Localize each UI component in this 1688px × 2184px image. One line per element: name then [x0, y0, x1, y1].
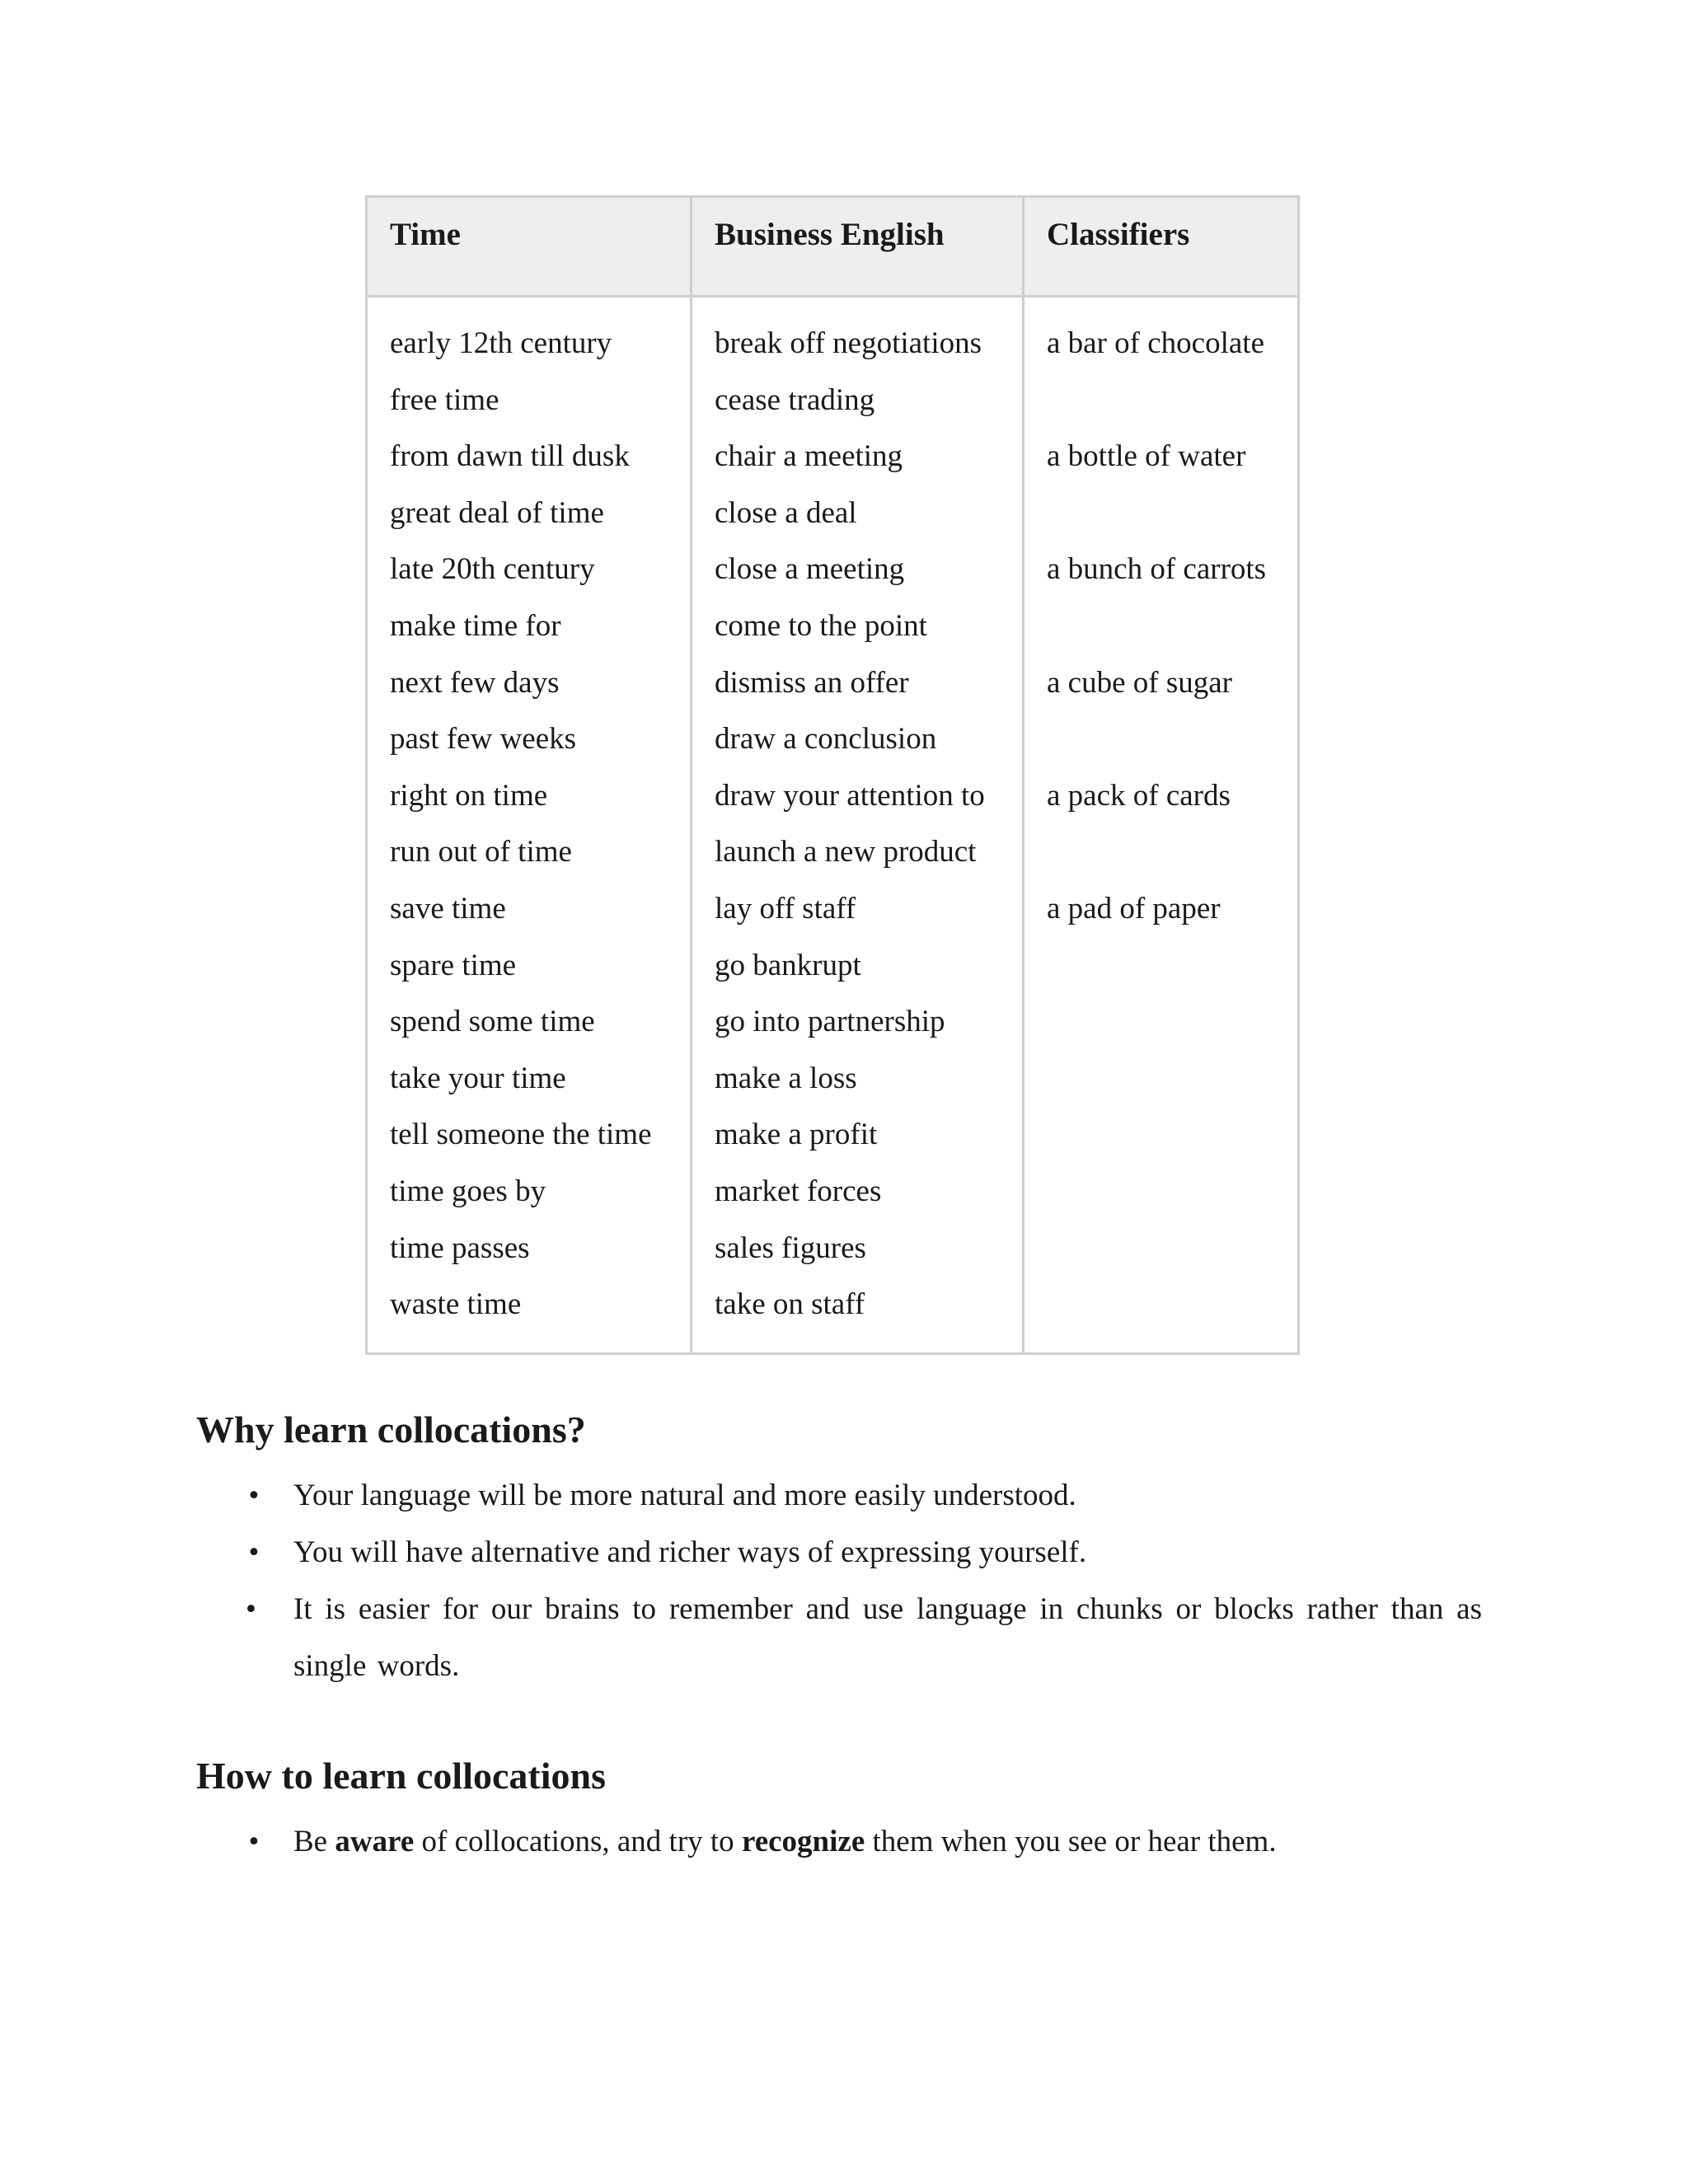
business-collocation: make a profit	[715, 1118, 878, 1152]
business-collocation: draw a conclusion	[715, 722, 937, 757]
collocations-table	[365, 195, 1300, 1355]
time-collocation: free time	[390, 382, 499, 417]
why-bullet-list	[196, 1467, 1482, 1694]
time-collocation: run out of time	[390, 835, 572, 869]
emphasis-recognize: recognize	[741, 1825, 865, 1858]
bullet-icon: •	[246, 1592, 256, 1626]
time-collocation: waste time	[390, 1287, 522, 1322]
business-collocation: cease trading	[715, 382, 875, 417]
business-collocation: market forces	[715, 1174, 882, 1208]
header-time: Time	[368, 198, 690, 298]
how-text-part: Be	[293, 1825, 335, 1858]
classifier-collocation: a bunch of carrots	[1047, 552, 1267, 587]
why-bullet-item	[196, 1467, 1482, 1524]
how-bullet-list	[196, 1813, 1482, 1870]
time-list	[390, 316, 690, 1333]
business-collocation: sales figures	[715, 1230, 866, 1265]
business-english-column	[690, 298, 1022, 1352]
classifier-collocation: a pack of cards	[1047, 778, 1231, 813]
business-collocation: close a meeting	[715, 552, 905, 587]
business-collocation: break off negotiations	[715, 326, 982, 360]
business-collocation: close a deal	[715, 495, 857, 530]
business-collocation: make a loss	[715, 1061, 857, 1095]
why-bullet-text: Your language will be more natural and more easily understood.	[293, 1479, 1076, 1512]
how-bullet-text	[293, 1825, 1277, 1858]
time-collocation: tell someone the time	[390, 1118, 652, 1152]
header-classifiers: Classifiers	[1022, 198, 1297, 298]
classifier-collocation: a bar of chocolate	[1047, 326, 1264, 360]
time-collocation: spend some time	[390, 1005, 595, 1039]
time-collocation: next few days	[390, 665, 560, 700]
bullet-icon: •	[248, 1479, 260, 1512]
time-collocation: late 20th century	[390, 552, 595, 587]
time-collocation: from dawn till dusk	[390, 439, 630, 474]
time-collocation: save time	[390, 891, 506, 926]
classifiers-column	[1022, 298, 1297, 1352]
classifier-collocation: a bottle of water	[1047, 439, 1246, 474]
business-collocation: go into partnership	[715, 1005, 945, 1039]
time-collocation: past few weeks	[390, 722, 577, 757]
how-bullet-item	[196, 1813, 1482, 1870]
business-collocation: lay off staff	[715, 891, 856, 926]
emphasis-aware: aware	[335, 1825, 415, 1858]
business-collocation: come to the point	[715, 608, 927, 643]
classifier-collocation: a pad of paper	[1047, 891, 1221, 926]
time-collocation: spare time	[390, 948, 517, 982]
business-english-list	[715, 316, 1022, 1333]
why-heading: Why learn collocations?	[196, 1408, 586, 1451]
why-bullet-text: You will have alternative and richer ways of expressing yourself.	[293, 1535, 1087, 1569]
time-column	[368, 298, 690, 1352]
why-bullet-item	[196, 1524, 1482, 1581]
time-collocation: time goes by	[390, 1174, 546, 1208]
how-text-part: of collocations, and try to	[414, 1825, 742, 1858]
classifier-collocation: a cube of sugar	[1047, 665, 1232, 700]
business-collocation: chair a meeting	[715, 439, 903, 474]
time-collocation: great deal of time	[390, 495, 604, 530]
classifiers-list	[1047, 316, 1297, 994]
why-bullet-text: It is easier for our brains to remember and use language in chunks or blocks rather than as single words.	[293, 1592, 1482, 1683]
bullet-icon: •	[248, 1535, 260, 1569]
time-collocation: early 12th century	[390, 326, 612, 360]
time-collocation: right on time	[390, 778, 548, 813]
time-collocation: time passes	[390, 1230, 530, 1265]
header-business-english: Business English	[690, 198, 1022, 298]
why-bullet-item	[196, 1581, 1482, 1694]
time-collocation: make time for	[390, 608, 561, 643]
bullet-icon: •	[248, 1825, 260, 1858]
business-collocation: launch a new product	[715, 835, 977, 869]
business-collocation: go bankrupt	[715, 948, 861, 982]
time-collocation: take your time	[390, 1061, 566, 1095]
business-collocation: take on staff	[715, 1287, 865, 1322]
how-heading: How to learn collocations	[196, 1755, 606, 1797]
how-text-part: them when you see or hear them.	[865, 1825, 1277, 1858]
business-collocation: draw your attention to	[715, 778, 985, 813]
business-collocation: dismiss an offer	[715, 665, 909, 700]
